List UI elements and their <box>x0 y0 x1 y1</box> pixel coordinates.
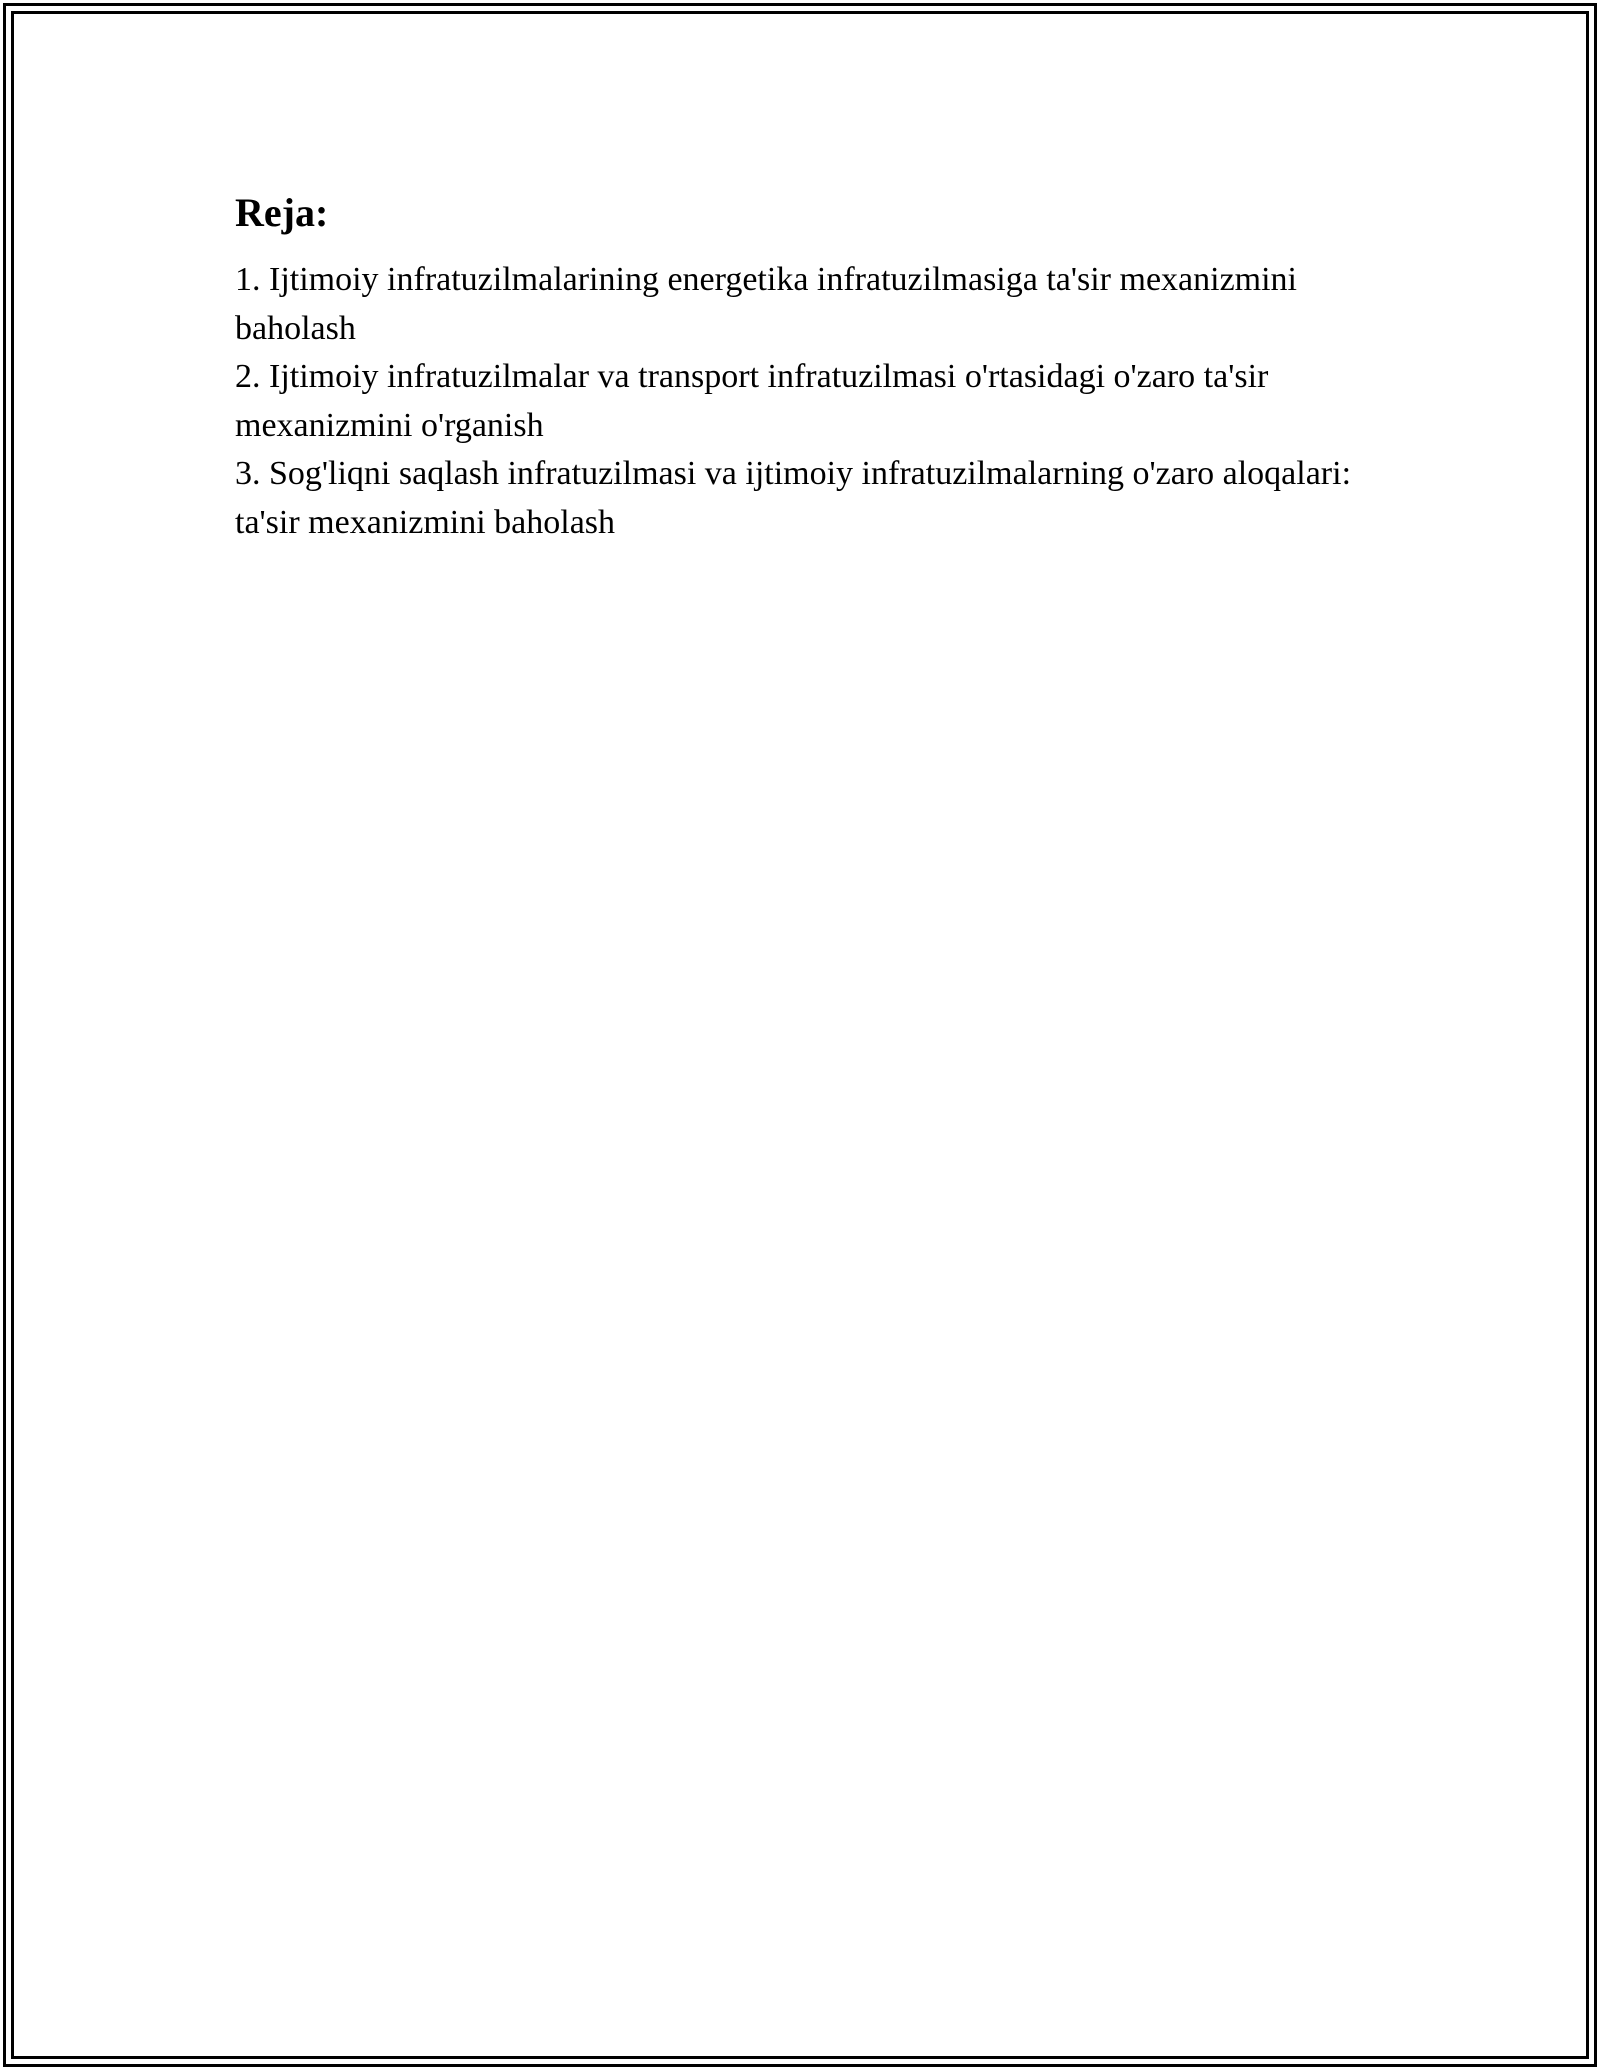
plan-list <box>235 256 1395 547</box>
document-body <box>235 186 1395 547</box>
plan-heading: Reja: <box>235 190 329 235</box>
plan-item-2: 2. Ijtimoiy infratuzilmalar va transport infratuzilmasi o'rtasidagi o'zaro ta'sir mexanizmini o'rganish <box>235 358 1269 444</box>
plan-item-3: 3. Sog'liqni saqlash infratuzilmasi va ijtimoiy infratuzilmalarning o'zaro aloqalari: ta'sir mexanizmini baholash <box>235 455 1352 541</box>
plan-item-1: 1. Ijtimoiy infratuzilmalarining energetika infratuzilmasiga ta'sir mexanizmini baholash <box>235 261 1298 347</box>
